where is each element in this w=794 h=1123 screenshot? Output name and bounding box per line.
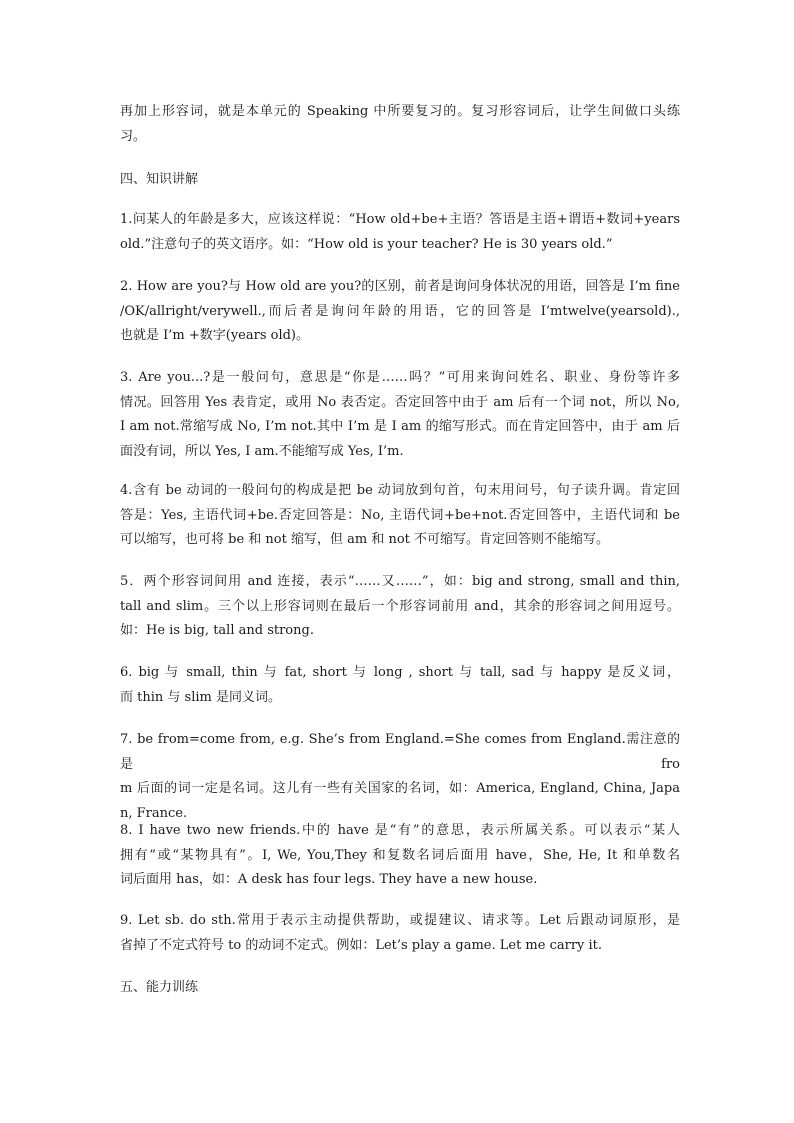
- text-line: 8. I have two new friends.中的 have 是“有”的意思，表示所属关系。可以表示“某人: [120, 823, 680, 838]
- knowledge-point-6: [120, 661, 680, 710]
- text-line: 6. big 与 small, thin 与 fat, short 与 long , short 与 tall, sad 与 happy 是反义词，: [120, 665, 680, 680]
- text-line: 省掉了不定式符号 to 的动词不定式。例如：Let’s play a game. Let me carry it.: [120, 937, 603, 953]
- text-line: I am not.常缩写成 No, I’m not.其中 I’m 是 I am 的缩写形式。而在肯定回答中，由于 am 后: [120, 419, 680, 434]
- text-line: 如：He is big, tall and strong.: [120, 623, 314, 638]
- knowledge-point-4: [120, 479, 680, 553]
- text-line: 词后面用 has，如：A desk has four legs. They have a new house.: [120, 872, 538, 887]
- text-line: tall and slim。三个以上形容词则在最后一个形容词前用 and，其余的形容词之间用逗号。: [120, 598, 680, 614]
- text-line: 再加上形容词，就是本单元的 Speaking 中所要复习的。复习形容词后，让学生间做口头练: [120, 104, 680, 119]
- intro-paragraph: [120, 100, 680, 149]
- text-line: 4.含有 be 动词的一般问句的构成是把 be 动词放到句首，句末用问号，句子读升调。肯定回: [120, 483, 680, 498]
- section-heading-knowledge: 四、知识讲解: [120, 172, 199, 187]
- text-line: n, France.: [120, 805, 188, 821]
- knowledge-point-3: [120, 366, 680, 464]
- knowledge-point-7: [120, 728, 680, 826]
- text-line: 而 thin 与 slim 是同义词。: [120, 689, 281, 705]
- text-line: 可以缩写，也可将 be 和 not 缩写，但 am 和 not 不可缩写。肯定回答则不能缩写。: [120, 532, 609, 547]
- knowledge-point-1: [120, 208, 680, 257]
- text-line: 1.问某人的年龄是多大，应该这样说：“How old+be+主语？答语是主语+谓语+数词+years: [120, 212, 680, 227]
- text-line: 拥有”或“某物具有”。I, We, You,They 和复数名词后面用 have，She, He, It 和单数名: [120, 847, 680, 863]
- knowledge-point-8: [120, 819, 680, 893]
- text-line: 情况。回答用 Yes 表肯定，或用 No 表否定。否定回答中由于 am 后有一个词 not，所以 No,: [120, 394, 680, 410]
- text-line: 习。: [120, 128, 147, 144]
- knowledge-point-5: [120, 570, 680, 644]
- text-line: 3. Are you...?是一般问句，意思是“你是……吗？”可用来询问姓名、职业、身份等许多: [120, 370, 680, 385]
- text-line: 2. How are you?与 How old are you?的区别，前者是询问身体状况的用语，回答是 I’m fine: [120, 279, 680, 294]
- knowledge-point-9: [120, 909, 680, 958]
- text-line: 5．两个形容词间用 and 连接，表示“……又……”，如：big and strong, small and thin,: [120, 574, 680, 589]
- text-line: m 后面的词一定是名词。这儿有一些有关国家的名词，如：America, England, China, Japa: [120, 781, 680, 796]
- section-heading-practice: 五、能力训练: [120, 980, 199, 995]
- text-line: 答是：Yes, 主语代词+be.否定回答是：No, 主语代词+be+not.否定回答中，主语代词和 be: [120, 507, 680, 523]
- text-line: /OK/allright/verywell.,而后者是询问年龄的用语，它的回答是 I’mtwelve(yearsold).,: [120, 303, 680, 319]
- text-line: 7. be from=come from, e.g. She’s from England.=She comes from England.需注意的是 fro: [120, 732, 680, 772]
- text-line: 面没有词，所以 Yes, I am.不能缩写成 Yes, I’m.: [120, 443, 404, 459]
- knowledge-point-2: [120, 275, 680, 349]
- text-line: old.”注意句子的英文语序。如：“How old is your teacher? He is 30 years old.”: [120, 236, 613, 252]
- text-line: 也就是 I’m +数字(years old)。: [120, 328, 310, 343]
- text-line: 9. Let sb. do sth.常用于表示主动提供帮助，或提建议、请求等。Let 后跟动词原形，是: [120, 913, 680, 928]
